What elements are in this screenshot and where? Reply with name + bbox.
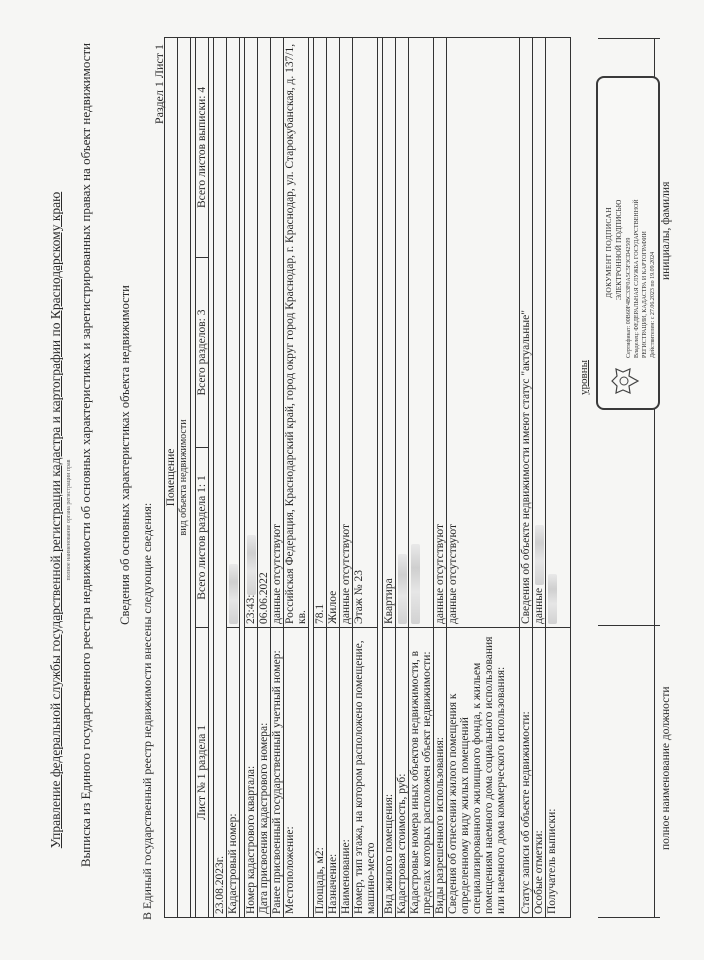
divider — [598, 917, 660, 918]
cadastral-number-value — [227, 37, 240, 627]
row-value: данные отсутствуют — [447, 37, 520, 627]
redacted-block — [247, 535, 256, 595]
document-title: Выписка из Единого государственного реестра недвижимости об основных характеристиках и зарегистрированных правах на объект недвижимости — [78, 42, 93, 868]
row-value: Жилое — [327, 37, 340, 627]
redacted-block — [548, 574, 557, 624]
stamp-owner: Владелец: ФЕДЕРАЛЬНАЯ СЛУЖБА ГОСУДАРСТВЕННОЙ — [634, 199, 640, 358]
sheets-in-section: Всего листов раздела 1: 1 — [196, 448, 209, 628]
row-value: 23:43: — [245, 37, 258, 627]
row-label: Номер кадастрового квартала: — [245, 628, 258, 918]
row-label: Особые отметки: — [533, 628, 546, 918]
row-value — [409, 37, 434, 627]
row-label: Дата присвоения кадастрового номера: — [258, 628, 271, 918]
coat-of-arms-icon — [608, 364, 642, 398]
object-type-caption: вид объекта недвижимости — [178, 37, 191, 917]
row-value: данные — [533, 37, 546, 627]
row-value: 78.1 — [314, 37, 327, 627]
row-label: Ранее присвоенный государственный учетный номер: — [271, 628, 284, 918]
redacted-block — [398, 554, 407, 624]
row-value — [396, 37, 409, 627]
object-type: Помещение — [165, 37, 178, 917]
row-value: данные отсутствуют — [434, 37, 447, 627]
row-label: Номер, тип этажа, на котором расположено помещение, машино-место — [353, 628, 378, 918]
agency-caption: полное наименование органа регистрации прав — [66, 459, 72, 581]
row-label: Кадастровые номера иных объектов недвижимости, в пределах которых расположен объект недвижимости: — [409, 628, 434, 918]
document-subtitle: Сведения об основных характеристиках объекта недвижимости — [118, 285, 132, 625]
row-value: 06.06.2022 — [258, 37, 271, 627]
stamp-validity: Действителен: с 27.06.2023 по 19.09.2024 — [650, 251, 656, 358]
name-fragment: уровны — [578, 360, 590, 395]
row-label: Вид жилого помещения: — [383, 628, 396, 918]
row-value: Квартира — [383, 37, 396, 627]
row-label: Статус записи об объекте недвижимости: — [520, 628, 533, 918]
sections-total: Всего разделов: 3 — [196, 258, 209, 448]
row-label: Получатель выписки: — [546, 628, 571, 918]
characteristics-table — [164, 37, 571, 918]
row-value: Российская Федерация, Краснодарский край, город округ город Краснодар, г. Краснодар, ул. Старокубанская, д. 137/1, кв. — [284, 37, 309, 627]
redacted-block — [535, 525, 544, 585]
divider — [598, 625, 660, 626]
redacted-block — [229, 564, 238, 624]
row-label: Виды разрешенного использования: — [434, 628, 447, 918]
row-value: Этаж № 23 — [353, 37, 378, 627]
row-label: Сведения об отнесении жилого помещения к определенному виду жилых помещений специализированного жилищного фонда, к жильем помещениям наемного дома социального использования или наемного дома коммерческого использования: — [447, 628, 520, 918]
stamp-certificate: Сертификат: 00B60F4BC33F0A5C5F3CD42509 — [626, 237, 632, 358]
stamp-title: ДОКУМЕНТ ПОДПИСАН — [604, 207, 613, 298]
redacted-block — [411, 544, 420, 624]
sheets-total: Всего листов выписки: 4 — [196, 37, 209, 257]
agency-name: Управление федеральной службы государственной регистрации кадастра и картографии по Краснодарскому краю — [48, 191, 63, 849]
position-caption: полное наименование должности — [660, 686, 672, 850]
row-label: Наименование: — [340, 628, 353, 918]
row-value — [546, 37, 571, 627]
sheet-number: Лист № 1 раздела 1 — [196, 628, 209, 918]
row-label: Назначение: — [327, 628, 340, 918]
row-value: данные отсутствуют — [340, 37, 353, 627]
stamp-owner-2: РЕГИСТРАЦИИ, КАДАСТРА И КАРТОГРАФИИ — [642, 231, 648, 358]
electronic-signature-stamp — [596, 76, 660, 410]
name-caption: инициалы, фамилия — [660, 181, 672, 280]
divider — [598, 38, 660, 39]
stamp-subtitle: ЭЛЕКТРОННОЙ ПОДПИСЬЮ — [614, 199, 623, 300]
section-label: Раздел 1 Лист 1 — [152, 44, 166, 125]
row-value: Сведения об объекте недвижимости имеют статус "актуальные" — [520, 37, 533, 627]
row-value: данные отсутствуют — [271, 37, 284, 627]
row-label: Площадь, м2: — [314, 628, 327, 918]
row-label: Кадастровая стоимость, руб: — [396, 628, 409, 918]
row-label: Местоположение: — [284, 628, 309, 918]
cadastral-number-label: Кадастровый номер: — [227, 628, 240, 918]
extract-date: 23.08.2023г. — [214, 37, 227, 917]
intro-text: В Единый государственный реестр недвижимости внесены следующие сведения: — [140, 502, 154, 920]
